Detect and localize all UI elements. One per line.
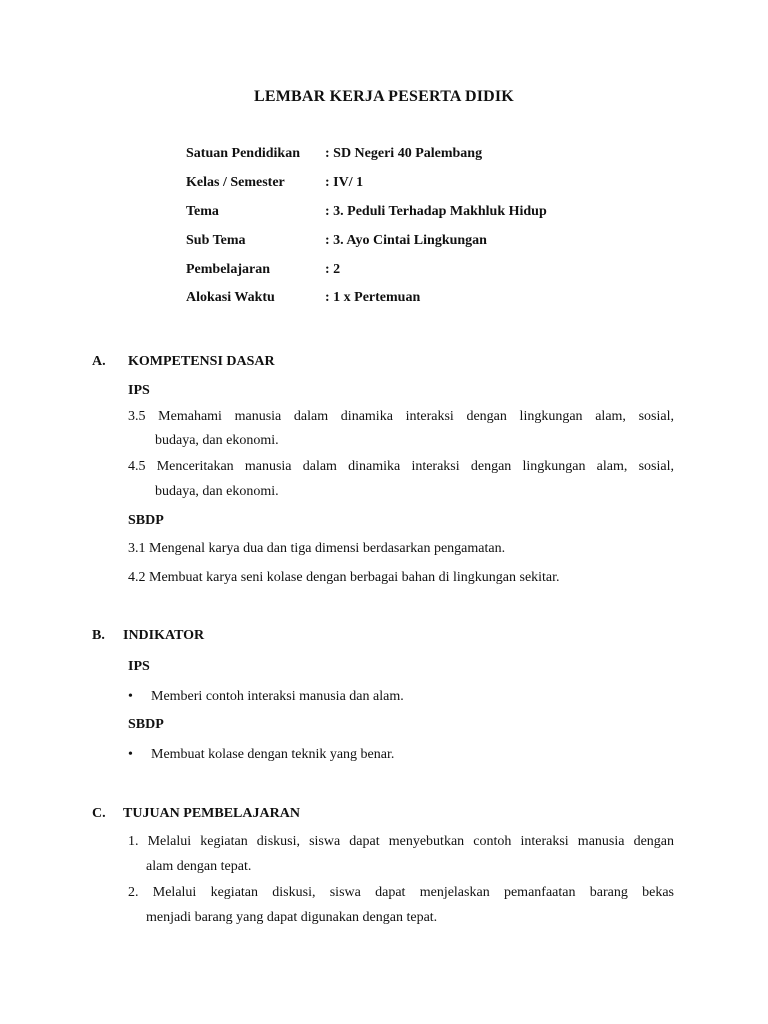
- tujuan-2-line1: 2. Melalui kegiatan diskusi, siswa dapat menjelaskan pemanfaatan barang bekas: [128, 885, 674, 900]
- kelas-value: : IV/ 1: [325, 175, 364, 190]
- kelas-label: Kelas / Semester: [186, 175, 285, 190]
- page-title: LEMBAR KERJA PESERTA DIDIK: [254, 88, 514, 105]
- kd-42: 4.2 Membuat karya seni kolase dengan berbagai bahan di lingkungan sekitar.: [128, 570, 560, 585]
- satuan-value: : SD Negeri 40 Palembang: [325, 146, 483, 161]
- bullet-icon: •: [128, 747, 133, 762]
- kd-35-line2: budaya, dan ekonomi.: [155, 433, 279, 448]
- kd-31: 3.1 Mengenal karya dua dan tiga dimensi berdasarkan pengamatan.: [128, 541, 506, 556]
- bullet-icon: •: [128, 689, 133, 704]
- tujuan-1-line2: alam dengan tepat.: [146, 859, 252, 874]
- alokasi-label: Alokasi Waktu: [186, 290, 275, 305]
- indikator-ips-item: Memberi contoh interaksi manusia dan alam.: [151, 689, 404, 704]
- kd-45-line1: 4.5 Menceritakan manusia dalam dinamika interaksi dengan lingkungan alam, sosial,: [128, 459, 674, 474]
- satuan-label: Satuan Pendidikan: [186, 146, 300, 161]
- tujuan-1-line1: 1. Melalui kegiatan diskusi, siswa dapat menyebutkan contoh interaksi manusia dengan: [128, 834, 674, 849]
- alokasi-value: : 1 x Pertemuan: [325, 290, 421, 305]
- section-a-letter: A.: [92, 354, 106, 369]
- section-b-ips: IPS: [128, 659, 150, 674]
- section-a-ips: IPS: [128, 383, 150, 398]
- section-b-title: INDIKATOR: [123, 628, 205, 643]
- subtema-label: Sub Tema: [186, 233, 246, 248]
- section-a-title: KOMPETENSI DASAR: [128, 354, 275, 369]
- tema-value: : 3. Peduli Terhadap Makhluk Hidup: [325, 204, 547, 219]
- kd-45-line2: budaya, dan ekonomi.: [155, 484, 279, 499]
- subtema-value: : 3. Ayo Cintai Lingkungan: [325, 233, 487, 248]
- tujuan-2-line2: menjadi barang yang dapat digunakan dengan tepat.: [146, 910, 438, 925]
- section-b-letter: B.: [92, 628, 105, 643]
- section-c-title: TUJUAN PEMBELAJARAN: [123, 806, 300, 821]
- section-b-sbdp: SBDP: [128, 717, 164, 732]
- pembelajaran-label: Pembelajaran: [186, 262, 270, 277]
- section-a-sbdp: SBDP: [128, 513, 164, 528]
- pembelajaran-value: : 2: [325, 262, 341, 277]
- kd-35-line1: 3.5 Memahami manusia dalam dinamika interaksi dengan lingkungan alam, sosial,: [128, 409, 674, 424]
- indikator-sbdp-item: Membuat kolase dengan teknik yang benar.: [151, 747, 395, 762]
- section-c-letter: C.: [92, 806, 106, 821]
- tema-label: Tema: [186, 204, 219, 219]
